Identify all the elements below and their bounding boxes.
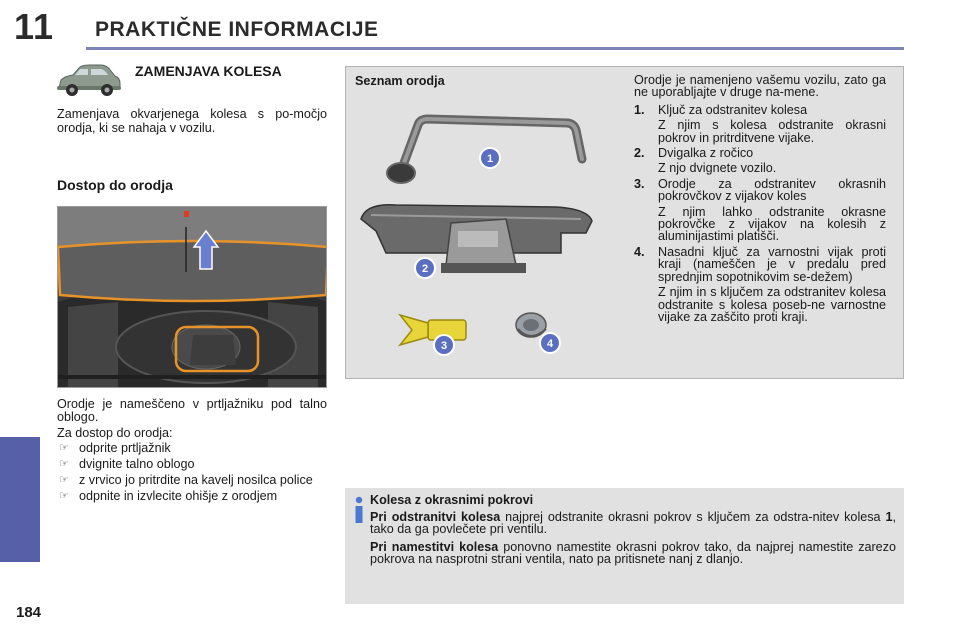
pointing-hand-icon: ☞ xyxy=(59,442,69,454)
list-item: 1. Ključ za odstranitev kolesa xyxy=(634,102,808,117)
section-intro: Zamenjava okvarjenega kolesa s po-močjo orodja, ki se nahaja v vozilu. xyxy=(57,107,327,135)
list-item: 2. Dvigalka z ročico xyxy=(634,146,754,161)
pointing-hand-icon: ☞ xyxy=(59,474,69,486)
list-item-desc: Z njim in s ključem za odstranitev kolesa odstranite s kolesa poseb-ne varnostne vijake za zaščito proti kraji. xyxy=(658,285,886,324)
list-item: ☞ z vrvico jo pritrdite na kavelj nosilca police xyxy=(59,473,313,487)
trunk-illustration xyxy=(58,207,327,388)
chapter-number: 11 xyxy=(14,6,55,47)
tool-list-title: Seznam orodja xyxy=(355,74,445,88)
info-icon xyxy=(353,496,365,524)
svg-text:4: 4 xyxy=(546,338,554,350)
info-paragraph-removal: Pri odstranitvi kolesa najprej odstranite okrasni pokrov s ključem za odstra-nitev kolesa 1, tako da ga povlečete pri ventilu. xyxy=(370,509,896,537)
list-item: ☞ odprite prtljažnik xyxy=(59,441,171,455)
info-panel xyxy=(345,488,904,604)
access-subtitle: Dostop do orodja xyxy=(57,177,173,193)
trunk-photo xyxy=(57,206,327,388)
jack-icon xyxy=(361,205,592,273)
list-item-desc: Z njo dvignete vozilo. xyxy=(658,161,777,176)
list-item: 4. Nasadni ključ za varnostni vijak proti kraji (nameščen je v predalu pred sprednjim sopotnikovim se-dežem) xyxy=(634,244,886,284)
svg-text:3: 3 xyxy=(440,340,448,352)
access-steps xyxy=(57,442,327,503)
list-item-desc: Z njim lahko odstranite okrasne pokrovčke z vijakov na kolesih z aluminijastimi platišči. xyxy=(658,204,886,244)
header-rule xyxy=(86,47,904,50)
info-paragraph-fitting: Pri namestitvi kolesa ponovno namestite okrasni pokrov tako, da najprej namestite zarezo pokrova na nasprotni strani ventila, nato pa pritisnete nanj z dlanjo. xyxy=(370,539,896,567)
tool-list-panel xyxy=(345,66,904,379)
badge-1 xyxy=(478,146,502,170)
page-number: 184 xyxy=(16,604,42,621)
badge-3 xyxy=(432,333,456,357)
page-title: PRAKTIČNE INFORMACIJE xyxy=(95,18,379,41)
list-item: ☞ dvignite talno oblogo xyxy=(59,457,195,471)
badge-4 xyxy=(538,331,562,355)
tool-lead: Orodje je namenjeno vašemu vozilu, zato ga ne uporabljajte v druge na-mene. xyxy=(634,73,886,100)
svg-text:1: 1 xyxy=(486,153,494,165)
pointing-hand-icon: ☞ xyxy=(59,458,69,470)
info-title: Kolesa z okrasnimi pokrovi xyxy=(370,493,534,507)
list-item: 3. Orodje za odstranitev okrasnih pokrovčkov z vijakov koles xyxy=(634,176,886,204)
svg-text:2: 2 xyxy=(421,263,429,275)
tool-descriptions xyxy=(634,74,886,326)
access-text xyxy=(57,398,327,506)
badge-2 xyxy=(413,256,437,280)
list-item-desc: Z njim s kolesa odstranite okrasni pokrov in pritrditvene vijake. xyxy=(658,118,886,145)
chapter-side-tab xyxy=(0,437,40,562)
access-text-lead: Za dostop do orodja: xyxy=(57,426,173,440)
car-icon xyxy=(55,62,123,98)
section-title: ZAMENJAVA KOLESA xyxy=(135,63,282,79)
pointing-hand-icon: ☞ xyxy=(59,490,69,502)
access-text-location: Orodje je nameščeno v prtljažniku pod talno oblogo. xyxy=(57,397,327,424)
list-item: ☞ odpnite in izvlecite ohišje z orodjem xyxy=(59,489,278,503)
